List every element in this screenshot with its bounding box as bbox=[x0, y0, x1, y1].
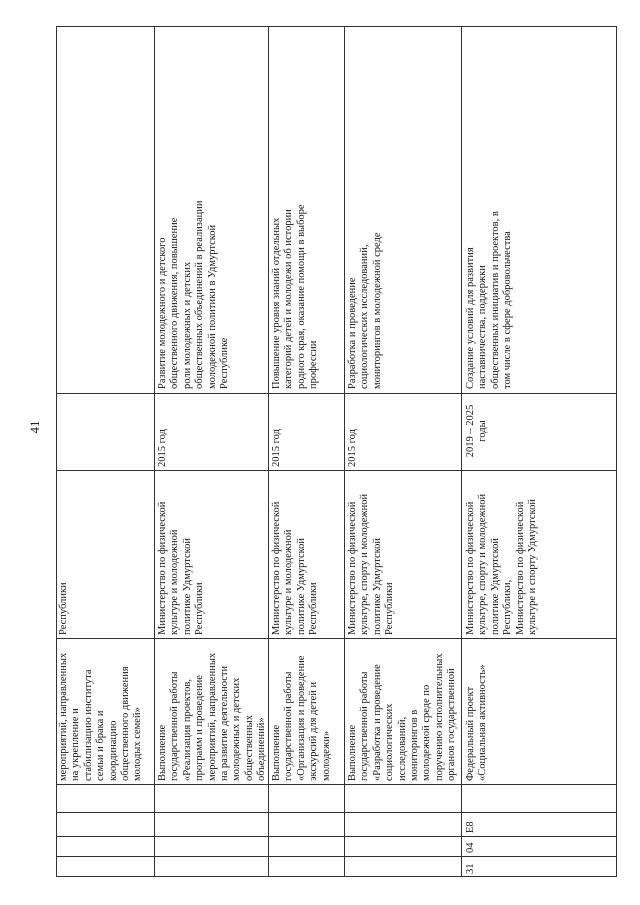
table-cell-result: Разработка и проведение социологических исследований, мониторингов в молодежной среде bbox=[347, 232, 383, 389]
table-cell-result: Создание условий для развития наставничества, поддержки общественных инициатив и проектов, в том числе в сфере добровольчества bbox=[465, 211, 514, 389]
table-cell-name: Выполнение государственной работы «Организация и проведение экскурсий для детей и молодежи» bbox=[271, 655, 332, 781]
table-cell-code2: E8 bbox=[465, 821, 476, 833]
page-number: 41 bbox=[27, 420, 42, 434]
col-divider bbox=[56, 470, 616, 471]
table-cell-period: 2015 год bbox=[347, 429, 358, 467]
table-cell-period: 2015 год bbox=[271, 429, 282, 467]
row-divider bbox=[344, 27, 345, 877]
table-cell-name: Федеральный проект «Социальная активность» bbox=[465, 664, 489, 781]
table-cell-period: 2015 год bbox=[157, 429, 168, 467]
table-cell-executor: Министерство по физической культуре и молодежной политике Удмуртской Республики bbox=[157, 501, 206, 635]
col-divider bbox=[56, 784, 616, 785]
col-divider bbox=[56, 638, 616, 639]
row-divider bbox=[154, 27, 155, 877]
table-cell-name: мероприятий, направленных на укрепление и стабилизацию института семьи и брака и координацию общественного движения молодых семей» bbox=[58, 652, 144, 781]
table-cell-result: Развитие молодежного и детского общественного движения, повышение роли молодежных и детских общественных объединений в реализации молодежной политики в Удмуртской Республике bbox=[157, 200, 231, 389]
col-divider bbox=[56, 836, 616, 837]
table-cell-executor: Министерство по физической культуре, спорту и молодежной политике Удмуртской Республики bbox=[347, 493, 396, 635]
table-cell-executor: Министерство по физической культуре, спорту и молодежной политике Удмуртской Республики, Министерство по физической культуре и спорту Удмуртской bbox=[465, 493, 539, 635]
col-divider bbox=[56, 812, 616, 813]
table-cell-name: Выполнение государственной работы «Реализация проектов, программ и проведение мероприятий, направленных на развитие деятельности молодежных и детских общественных объединений» bbox=[157, 652, 267, 781]
table-cell-period bbox=[58, 395, 152, 467]
table-cell-result: Повышение уровня знаний отдельных категорий детей и молодежи об истории родного края, оказание помощи в выборе профессии bbox=[271, 204, 320, 389]
col-divider bbox=[56, 393, 616, 394]
program-table bbox=[56, 27, 616, 877]
col-divider bbox=[56, 856, 616, 857]
table-cell-result bbox=[58, 31, 152, 389]
table-cell-executor: Министерство по физической культуре и молодежной политике Удмуртской Республики bbox=[271, 501, 320, 635]
row-divider bbox=[268, 27, 269, 877]
row-divider bbox=[461, 27, 462, 877]
table-cell-code3 bbox=[465, 787, 485, 809]
table-cell-name: Выполнение государственной работы «Разработка и проведение социологических исследований, мониторингов в молодежной среде по поручению исполнительных органов государственной bbox=[347, 653, 458, 781]
table-cell-executor: Республики bbox=[58, 582, 69, 635]
table-cell-period: 2019 – 2025 годы bbox=[465, 404, 489, 458]
table-cell-num: 31 bbox=[465, 863, 476, 874]
table-cell-code1: 04 bbox=[465, 842, 476, 853]
